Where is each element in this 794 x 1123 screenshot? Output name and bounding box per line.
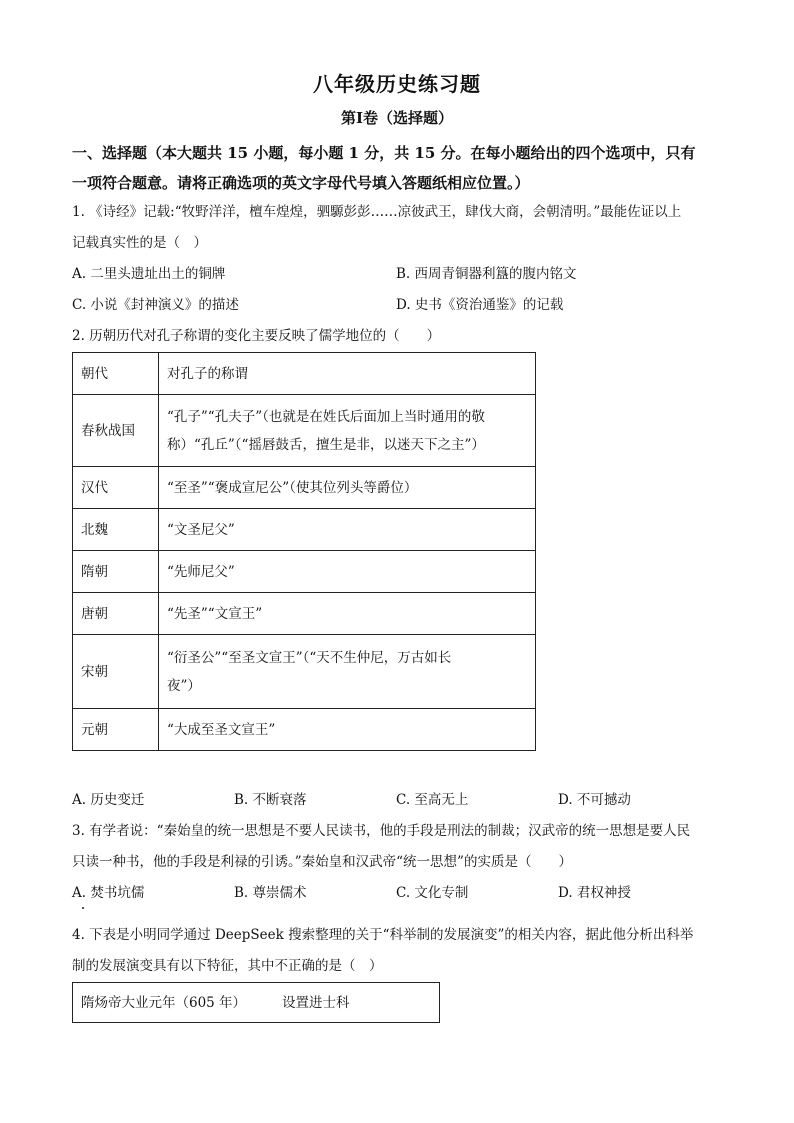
question-2-stem: 2. 历朝历代对孔子称谓的变化主要反映了儒学地位的（ ） bbox=[72, 328, 441, 344]
table-cell-dynasty: 北魏 bbox=[73, 509, 159, 551]
table-cell-title-line1: “衍圣公”“至圣文宣王”（“天不生仲尼，万古如长 bbox=[167, 649, 452, 666]
table-header-row bbox=[73, 353, 536, 395]
section-instructions-line1: 一、选择题（本大题共 15 小题，每小题 1 分，共 15 分。在每小题给出的四个选项中，只有 bbox=[72, 144, 696, 162]
question-3-line1: 3. 有学者说：“秦始皇的统一思想是不要人民读书，他的手段是刑法的制裁；汉武帝的统一思想是要人民 bbox=[72, 823, 691, 839]
table-cell-dynasty: 唐朝 bbox=[73, 593, 159, 635]
table-row bbox=[73, 467, 536, 509]
table-cell-dynasty: 元朝 bbox=[73, 709, 159, 751]
question-4-line2: 制的发展演变具有以下特征，其中不正确的是（ ） bbox=[72, 958, 383, 974]
table-cell-title: “文圣尼父” bbox=[159, 509, 536, 551]
table-cell-title-line2: 称）“孔丘”（“摇唇鼓舌，擅生是非，以迷天下之主”） bbox=[167, 436, 485, 453]
stray-dot bbox=[82, 907, 84, 909]
question-3-stem bbox=[72, 816, 724, 878]
question-1-option-d[interactable]: D. 史书《资治通鉴》的记载 bbox=[396, 297, 564, 313]
keju-table bbox=[72, 982, 440, 1023]
table-cell-title-line2: 夜”） bbox=[167, 677, 201, 694]
question-1-line2: 记载真实性的是（ ） bbox=[72, 235, 207, 251]
question-1-option-b[interactable]: B. 西周青铜器利簋的腹内铭文 bbox=[396, 266, 577, 282]
confucius-titles-table bbox=[72, 352, 536, 751]
table-row bbox=[73, 395, 536, 467]
question-3-option-b[interactable]: B. 尊崇儒术 bbox=[234, 885, 307, 901]
page-subtitle: 第Ⅰ卷（选择题） bbox=[340, 109, 454, 127]
page-title: 八年级历史练习题 bbox=[313, 72, 481, 96]
table-cell-title-line1: “孔子”“孔夫子”（也就是在姓氏后面加上当时通用的敬 bbox=[167, 408, 485, 425]
question-3-line2: 只读一种书，他的手段是利禄的引诱。”秦始皇和汉武帝“统一思想”的实质是（ ） bbox=[72, 854, 572, 870]
question-1-option-a[interactable]: A. 二里头遗址出土的铜牌 bbox=[72, 266, 226, 282]
question-2-option-a[interactable]: A. 历史变迁 bbox=[72, 792, 145, 808]
table-cell-dynasty: 春秋战国 bbox=[73, 395, 159, 467]
table-header-title: 对孔子的称谓 bbox=[159, 353, 536, 395]
table-cell-dynasty: 宋朝 bbox=[73, 635, 159, 709]
table-cell-title bbox=[159, 635, 536, 709]
question-3-option-c[interactable]: C. 文化专制 bbox=[396, 885, 469, 901]
table-cell-title: “先师尼父” bbox=[159, 551, 536, 593]
question-3-option-d[interactable]: D. 君权神授 bbox=[558, 885, 631, 901]
table-row bbox=[73, 551, 536, 593]
question-2-option-c[interactable]: C. 至高无上 bbox=[396, 792, 469, 808]
question-1-stem bbox=[72, 197, 724, 259]
question-4-line1: 4. 下表是小明同学通过 DeepSeek 搜索整理的关于“科举制的发展演变”的相关内容，据此他分析出科举 bbox=[72, 927, 694, 943]
keju-table-event: 设置进士科 bbox=[282, 995, 350, 1011]
question-1-line1: 1. 《诗经》记载:“牧野洋洋，檀车煌煌，驷騵彭彭……凉彼武王，肆伐大商，会朝清明。”最能佐证以上 bbox=[72, 204, 682, 220]
table-cell-dynasty: 汉代 bbox=[73, 467, 159, 509]
table-header-dynasty: 朝代 bbox=[73, 353, 159, 395]
table-cell-title: “先圣”“文宣王” bbox=[159, 593, 536, 635]
question-2-option-b[interactable]: B. 不断衰落 bbox=[234, 792, 307, 808]
table-row bbox=[73, 635, 536, 709]
table-cell-title bbox=[159, 395, 536, 467]
table-row bbox=[73, 593, 536, 635]
section-instructions-line2: 一项符合题意。请将正确选项的英文字母代号填入答题纸相应位置。） bbox=[72, 174, 530, 192]
question-4-stem bbox=[72, 920, 724, 982]
question-2-option-d[interactable]: D. 不可撼动 bbox=[558, 792, 631, 808]
section-instructions bbox=[72, 138, 724, 198]
table-cell-dynasty: 隋朝 bbox=[73, 551, 159, 593]
table-row bbox=[73, 709, 536, 751]
keju-table-time: 隋炀帝大业元年（605 年） bbox=[81, 995, 247, 1011]
question-3-option-a[interactable]: A. 焚书坑儒 bbox=[72, 885, 145, 901]
table-cell-title: “至圣”“褒成宣尼公”（使其位列头等爵位） bbox=[159, 467, 536, 509]
table-cell-title: “大成至圣文宣王” bbox=[159, 709, 536, 751]
table-row bbox=[73, 509, 536, 551]
question-1-option-c[interactable]: C. 小说《封神演义》的描述 bbox=[72, 297, 239, 313]
